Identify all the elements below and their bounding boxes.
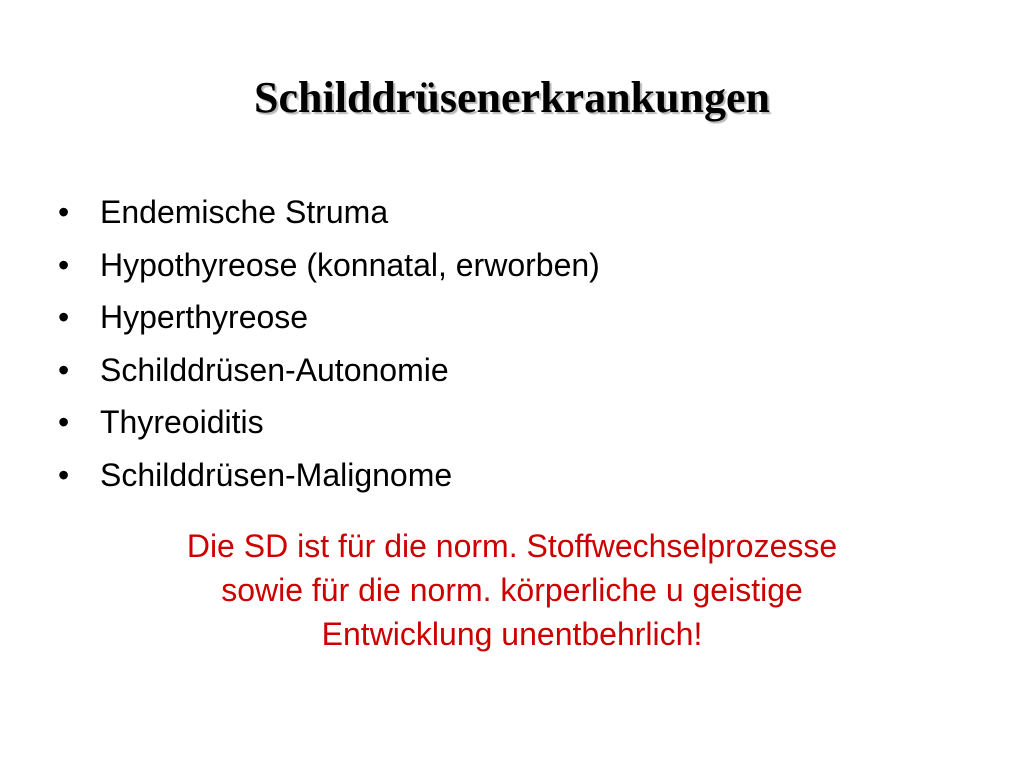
note-line: sowie für die norm. körperliche u geistige: [221, 572, 803, 608]
list-item: [58, 396, 600, 449]
list-item-label: Schilddrüsen-Autonomie: [100, 351, 449, 388]
list-item: [58, 291, 600, 344]
list-item-label: Hypothyreose (konnatal, erworben): [100, 246, 600, 283]
bullet-list: [58, 186, 600, 501]
list-item: [58, 239, 600, 292]
bullet-icon: •: [58, 194, 70, 230]
bullet-icon: •: [58, 246, 70, 283]
list-item: [58, 344, 600, 397]
highlight-note: [100, 524, 924, 656]
bullet-icon: •: [58, 404, 70, 440]
list-item: [58, 186, 600, 239]
slide-title: Schilddrüsenerkrankungen: [254, 73, 770, 122]
list-item-label: Schilddrüsen-Malignome: [100, 456, 453, 493]
list-item-label: Hyperthyreose: [100, 299, 309, 335]
list-item: [58, 449, 600, 502]
bullet-icon: •: [58, 351, 70, 388]
bullet-icon: •: [58, 456, 70, 493]
list-item-label: Endemische Struma: [100, 194, 389, 230]
note-line: Entwicklung unentbehrlich!: [321, 616, 703, 652]
list-item-label: Thyreoiditis: [100, 404, 264, 440]
note-line: Die SD ist für die norm. Stoffwechselprozesse: [186, 528, 838, 564]
bullet-icon: •: [58, 299, 70, 335]
